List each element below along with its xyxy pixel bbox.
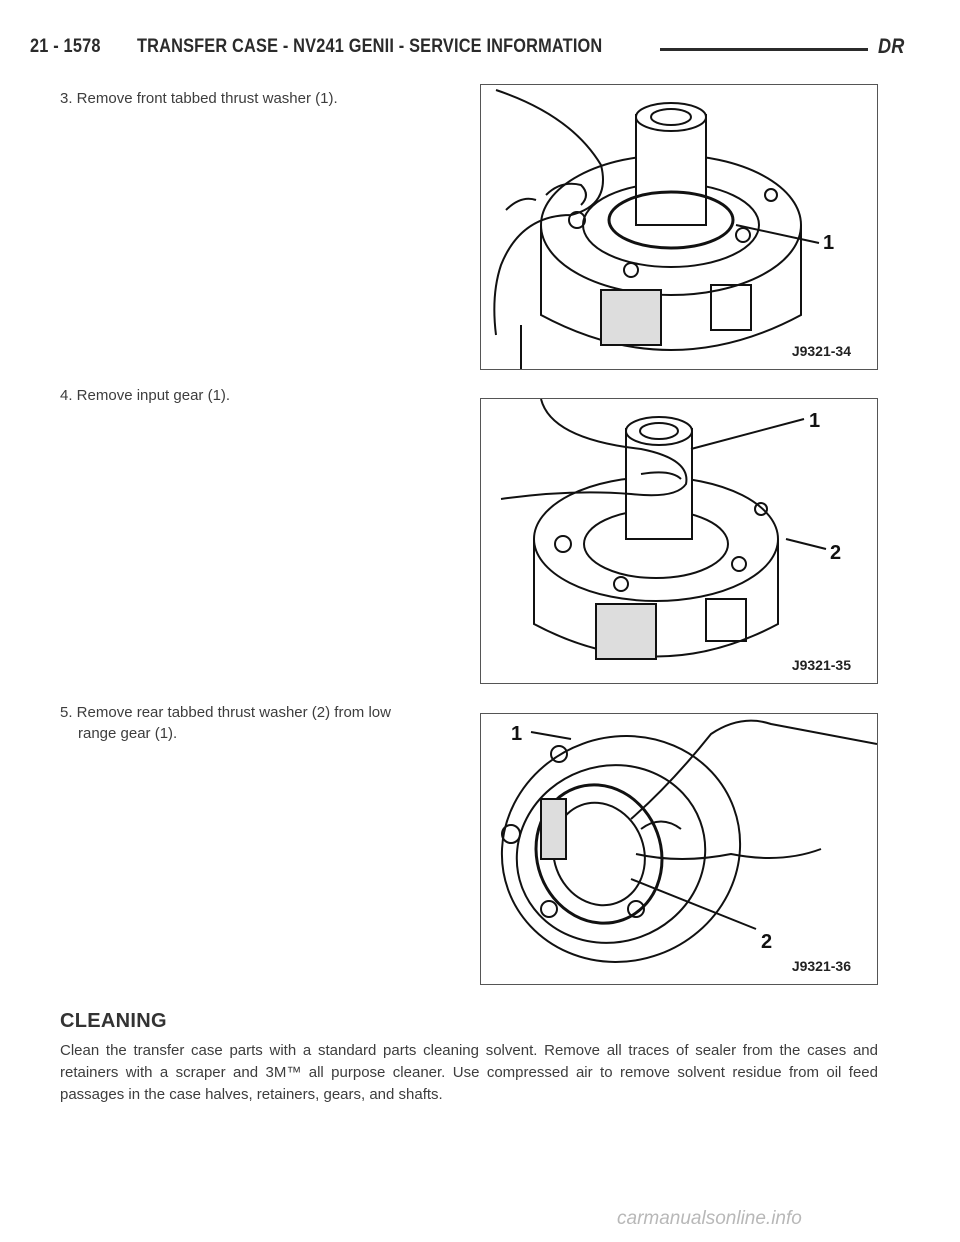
model-code: DR [878,35,905,58]
figure2-callout-2: 2 [830,542,842,564]
cleaning-paragraph: Clean the transfer case parts with a standard parts cleaning solvent. Remove all traces of sealer from the cases and retainers with a scraper and 3M™ all purpose cleaner. Use compressed air to remove solvent residue from oil feed passages in the case halves, retainers, gears, and shafts. [60,1042,878,1103]
rear-thrust-washer-illustration [481,714,877,984]
step-4: 4. Remove input gear (1). [60,387,231,404]
figure1-code: J9321-34 [791,343,851,359]
figure1-callout-1: 1 [823,232,835,254]
figure3-code: J9321-36 [791,958,851,974]
step-3: 3. Remove front tabbed thrust washer (1). [60,90,338,107]
section-title-cleaning: CLEANING [60,1010,167,1032]
figure-front-thrust-washer [480,84,878,370]
figure2-callout-1: 1 [809,410,821,432]
figure-rear-thrust-washer [480,713,878,985]
watermark: carmanualsonline.info [617,1208,802,1229]
step-5-continuation: range gear (1). [78,725,178,742]
figure-input-gear [480,398,878,684]
figure2-code: J9321-35 [791,657,851,673]
page-number: 21 - 1578 [30,36,101,57]
step-5: 5. Remove rear tabbed thrust washer (2) from low [60,704,391,721]
front-thrust-washer-illustration [481,85,877,369]
input-gear-illustration [481,399,877,683]
page-header [30,36,930,66]
figure3-callout-2: 2 [761,931,773,953]
figure3-callout-1: 1 [511,723,523,745]
header-rule [660,48,868,51]
page-title: TRANSFER CASE - NV241 GENII - SERVICE INFORMATION [137,36,603,57]
